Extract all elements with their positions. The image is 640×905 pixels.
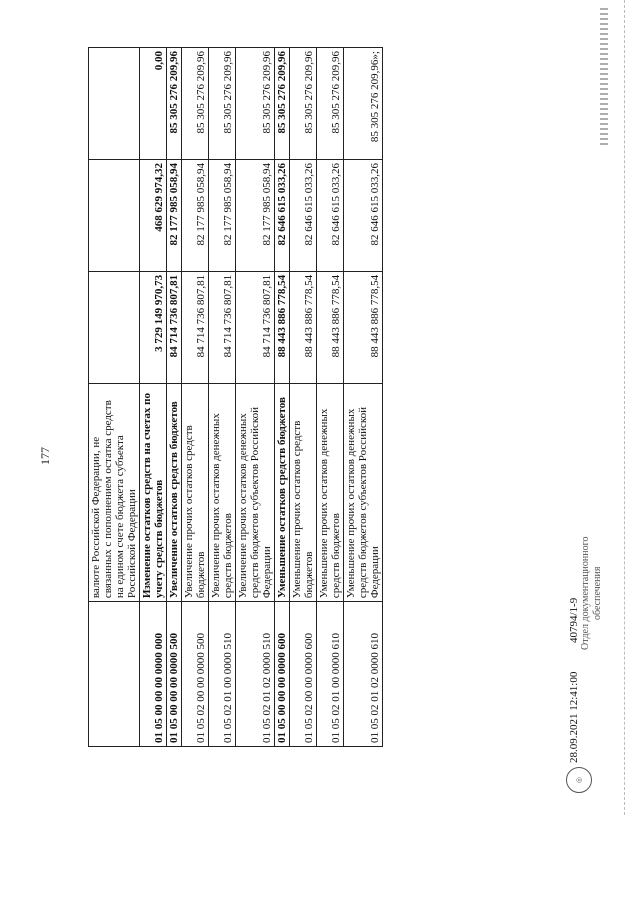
- table-row: [344, 48, 383, 747]
- row-name-cell: Увеличение прочих остатков средств бюджетов: [182, 383, 209, 601]
- row-name-cell: Увеличение остатков средств бюджетов: [167, 383, 182, 601]
- table-row: [290, 48, 317, 747]
- row-value-2-cell: 82 177 985 058,94: [209, 159, 236, 271]
- department-line-1: Отдел документационного: [580, 536, 591, 650]
- row-value-1-cell: 84 714 736 807,81: [167, 271, 182, 383]
- table-row: [317, 48, 344, 747]
- row-value-1-cell: 88 443 886 778,54: [290, 271, 317, 383]
- row-value-1-cell: 88 443 886 778,54: [344, 271, 383, 383]
- row-value-2-cell: 82 177 985 058,94: [167, 159, 182, 271]
- row-code-cell: 01 05 00 00 00 0000 000: [140, 602, 167, 747]
- table-row: [167, 48, 182, 747]
- row-value-2-cell: 82 177 985 058,94: [182, 159, 209, 271]
- row-name-cell: валюте Российской Федерации, не связанных с пополнением остатка средств на едином счете бюджета субъекта Российской Федерации: [89, 383, 140, 601]
- budget-table: [88, 47, 383, 747]
- row-code-cell: 01 05 02 01 00 0000 610: [317, 602, 344, 747]
- table-row: [236, 48, 275, 747]
- row-value-3-cell: 85 305 276 209,96: [317, 48, 344, 160]
- seal-stamp-icon: ◎: [566, 767, 592, 793]
- row-value-3-cell: 85 305 276 209,96: [209, 48, 236, 160]
- row-code-cell: 01 05 02 00 00 0000 600: [290, 602, 317, 747]
- row-value-1-cell: 84 714 736 807,81: [236, 271, 275, 383]
- row-name-cell: Изменение остатков средств на счетах по учету средств бюджетов: [140, 383, 167, 601]
- fold-line: [624, 0, 625, 815]
- row-code-cell: 01 05 02 01 02 0000 510: [236, 602, 275, 747]
- row-value-1-cell: [89, 271, 140, 383]
- row-value-3-cell: [89, 48, 140, 160]
- row-value-1-cell: 84 714 736 807,81: [182, 271, 209, 383]
- row-code-cell: 01 05 02 01 02 0000 610: [344, 602, 383, 747]
- row-value-2-cell: [89, 159, 140, 271]
- table-row: [89, 48, 140, 747]
- table-row: [182, 48, 209, 747]
- row-name-cell: Увеличение прочих остатков денежных средств бюджетов субъектов Российской Федерации: [236, 383, 275, 601]
- row-name-cell: Уменьшение прочих остатков средств бюджетов: [290, 383, 317, 601]
- scan-edge-marks: [600, 5, 608, 145]
- row-code-cell: 01 05 02 00 00 0000 500: [182, 602, 209, 747]
- page-number: 177: [38, 447, 52, 465]
- row-value-3-cell: 85 305 276 209,96: [290, 48, 317, 160]
- budget-table-body: [89, 48, 383, 747]
- row-value-2-cell: 82 646 615 033,26: [317, 159, 344, 271]
- print-timestamp: 28.09.2021 12:41:00: [568, 671, 580, 763]
- row-value-2-cell: 82 646 615 033,26: [290, 159, 317, 271]
- row-value-3-cell: 85 305 276 209,96: [236, 48, 275, 160]
- row-code-cell: 01 05 00 00 00 0000 600: [275, 602, 290, 747]
- document-id: 40794/1-9: [568, 597, 580, 643]
- row-name-cell: Увеличение прочих остатков денежных средств бюджетов: [209, 383, 236, 601]
- row-value-1-cell: 88 443 886 778,54: [317, 271, 344, 383]
- row-name-cell: Уменьшение остатков средств бюджетов: [275, 383, 290, 601]
- row-value-1-cell: 84 714 736 807,81: [209, 271, 236, 383]
- row-value-2-cell: 82 646 615 033,26: [275, 159, 290, 271]
- table-row: [209, 48, 236, 747]
- row-value-3-cell: 85 305 276 209,96: [275, 48, 290, 160]
- table-row: [140, 48, 167, 747]
- department-stamp: [580, 537, 604, 650]
- row-value-2-cell: 82 646 615 033,26: [344, 159, 383, 271]
- row-code-cell: 01 05 02 01 00 0000 510: [209, 602, 236, 747]
- row-value-3-cell: 0,00: [140, 48, 167, 160]
- row-name-cell: Уменьшение прочих остатков денежных средств бюджетов субъектов Российской Федерации: [344, 383, 383, 601]
- row-value-1-cell: 88 443 886 778,54: [275, 271, 290, 383]
- row-value-3-cell: 85 305 276 209,96»;: [344, 48, 383, 160]
- row-value-3-cell: 85 305 276 209,96: [182, 48, 209, 160]
- table-row: [275, 48, 290, 747]
- row-value-2-cell: 468 629 974,32: [140, 159, 167, 271]
- row-name-cell: Уменьшение прочих остатков денежных средств бюджетов: [317, 383, 344, 601]
- row-code-cell: 01 05 00 00 00 0000 500: [167, 602, 182, 747]
- row-value-3-cell: 85 305 276 209,96: [167, 48, 182, 160]
- row-value-1-cell: 3 729 149 970,73: [140, 271, 167, 383]
- row-value-2-cell: 82 177 985 058,94: [236, 159, 275, 271]
- row-code-cell: [89, 602, 140, 747]
- department-line-2: обеспечения: [592, 566, 603, 620]
